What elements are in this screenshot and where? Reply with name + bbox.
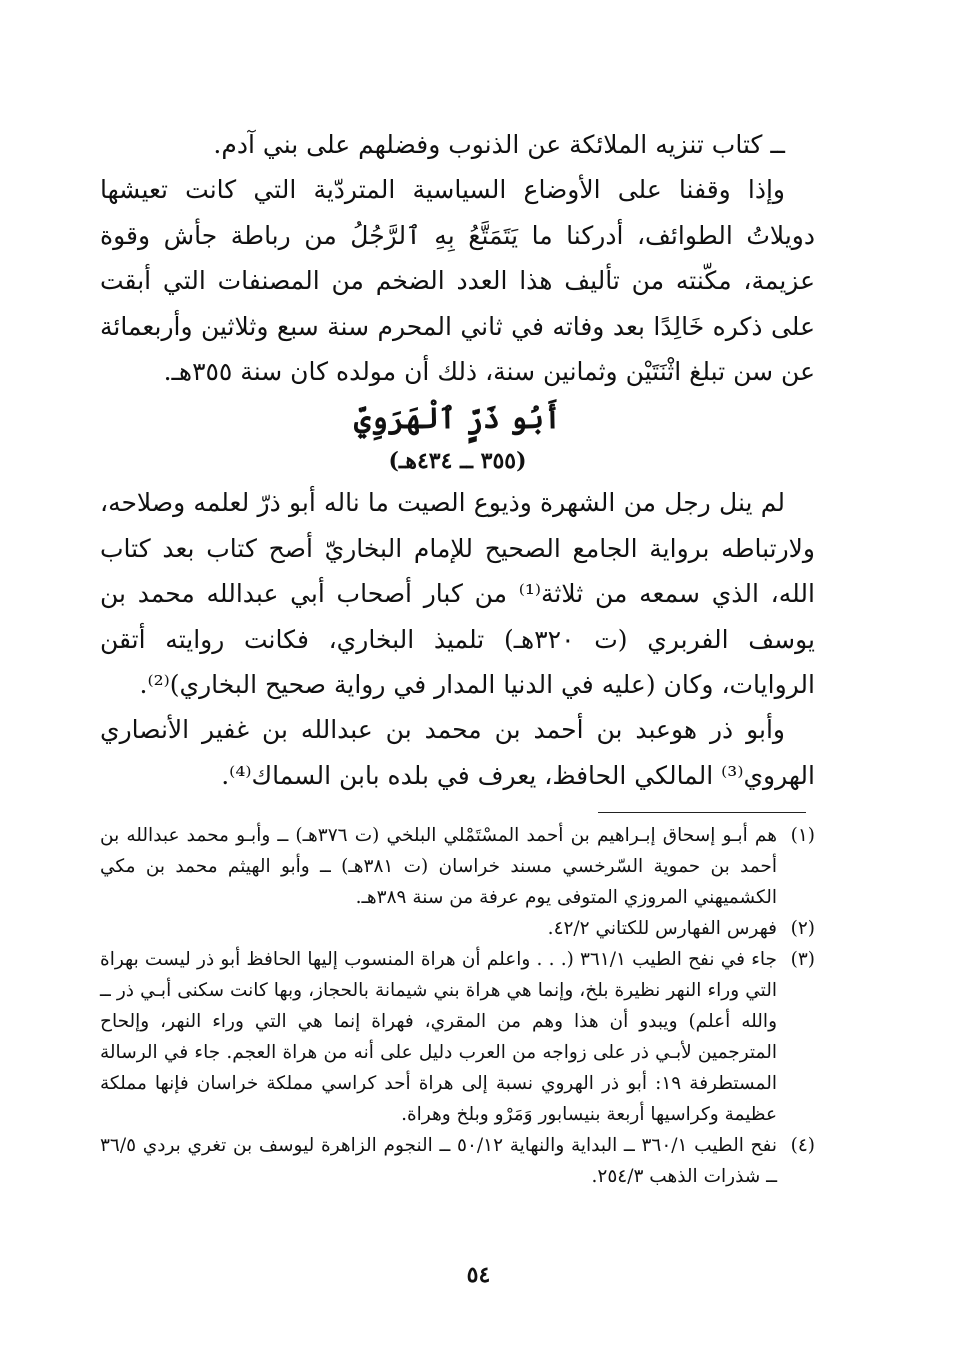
footnote-3 <box>100 944 815 1130</box>
footnote-1 <box>100 820 815 913</box>
main-text <box>100 122 815 798</box>
section-heading: أَبُو ذَرٍّ ٱلْهَرَوِيّ <box>353 401 562 436</box>
book-list-item: ــ كتاب تنزيه الملائكة عن الذنوب وفضلهم على بني آدم. <box>213 130 785 159</box>
footnote-text: هم أبـو إسحاق إبـراهيم بن أحمد المسْتَمْلي البلخي (ت ٣٧٦هـ) ــ وأبـو محمد عبدالله بن أحمد بن حموية السّرخسي مسند خراسان (ت ٣٨١هـ) ــ وأبو الهيثم محمد بن مكي الكشميهني المروزي المتوفى يوم عرفة من سنة ٣٨٩هـ. <box>100 825 777 908</box>
footnotes <box>100 820 815 1192</box>
footnote-number: (٢) <box>790 918 815 939</box>
paragraph-reputation: لم ينل رجل من الشهرة وذيوع الصيت ما ناله أبو ذرّ لعلمه وصلاحه، ولارتباطه برواية الجامع الصحيح للإمام البخاريّ أصح كتاب بعد كتاب الله، الذي سمعه من ثلاثة⁽¹⁾ من كبار أصحاب أبي عبدالله محمد بن يوسف الفربري (ت ٣٢٠هـ) تلميذ البخاري، فكانت روايته أتقن الروايات، وكان (عليه في الدنيا المدار في رواية صحيح البخاري)⁽²⁾. <box>100 488 815 700</box>
footnote-4 <box>100 1130 815 1192</box>
paragraph-lineage: وأبو ذر هوعبد بن أحمد بن محمد بن عبدالله بن غفير الأنصاري الهروي⁽³⁾ المالكي الحافظ، يعرف في بلده بابن السماك⁽⁴⁾. <box>100 715 815 790</box>
footnote-number: (١) <box>790 825 815 846</box>
footnote-number: (٣) <box>790 949 815 970</box>
footnote-divider <box>598 812 806 813</box>
page-number: ٥٤ <box>466 1262 491 1288</box>
paragraph-political-context: وإذا وقفنا على الأوضاع السياسية المتردّية التي كانت تعيشها دويلاتُ الطوائف، أدركنا ما يَتَمَتَّعُ بِهِ ٱلرَّجُلُ من رباطة جأش وقوة عزيمة، مكّنته من تأليف هذا العدد الضخم من المصنفات التي أبقت على ذكره خَالِدًا بعد وفاته في ثاني المحرم سنة سبع وثلاثين وأربعمائة عن سن تبلغ اثْنَتَيْن وثمانين سنة، ذلك أن مولده كان سنة ٣٥٥هـ. <box>100 175 815 387</box>
footnote-text: نفح الطيب ٣٦٠/١ ــ البداية والنهاية ٥٠/١٢ ــ النجوم الزاهرة ليوسف بن تغري بردي ٣٦/٥ ــ شذرات الذهب ٢٥٤/٣. <box>100 1135 777 1187</box>
footnote-number: (٤) <box>790 1135 815 1156</box>
footnote-text: فهرس الفهارس للكتاني ٤٢/٢. <box>547 918 777 939</box>
section-dates: (٣٥٥ ــ ٤٣٤هـ) <box>388 448 527 475</box>
footnote-2 <box>100 913 815 944</box>
footnote-text: جاء في نفح الطيب ٣٦١/١ (. . . واعلم أن هراة المنسوب إليها الحافظ أبو ذر ليست بهراة التي وراء النهر نظيرة بلخ، وإنما هي هراة بني شيمانة بالحجاز، وبها كانت سكنى أبـي ذر ــ والله أعلم) ويبدو أن هذا وهم من المقري، فهراة إنما هي التي وراء النهر، وإلحاح المترجمين لأبـي ذر على زواجه من العرب دليل على أنه من هراة العجم. جاء في الرسالة المستطرفة ١٩: أبو ذر الهروي نسبة إلى هراة أحد كراسي مملكة خراسان فإنها مملكة عظيمة وكراسيها أربعة بنيسابور وَمَرْو وبلخ وهراة. <box>100 949 777 1125</box>
